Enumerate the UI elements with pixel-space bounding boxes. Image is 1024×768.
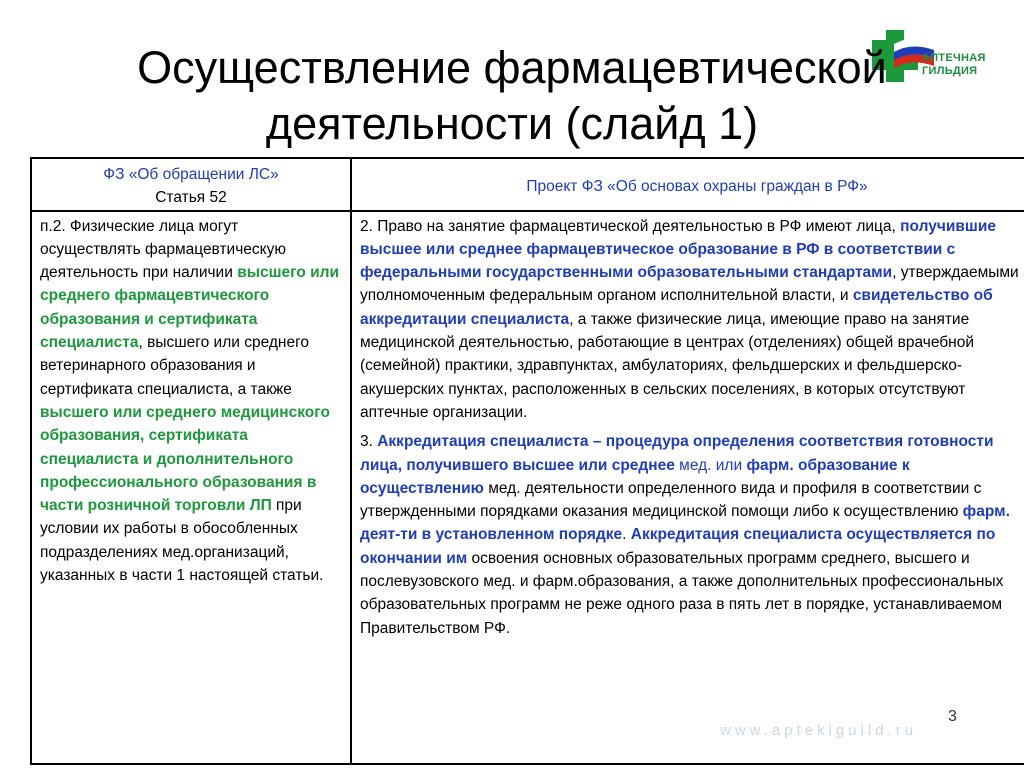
table-header-row — [31, 158, 1024, 211]
header-left-cell — [31, 158, 351, 211]
logo-text-line1: АПТЕЧНАЯ — [922, 52, 986, 64]
right-p2-text-2: , утверждаемыми уполномоченным федеральным органом исполнительной власти, и — [360, 264, 1019, 305]
table-body-row — [31, 211, 1024, 764]
right-p3-blue-3: фарм. деят-ти в установленном порядке — [360, 503, 1010, 544]
header-left-subtitle: Статья 52 — [155, 189, 227, 207]
site-watermark: www.aptekiguild.ru — [720, 722, 918, 739]
right-p3-blue-2: фарм. образование к осуществлению — [360, 456, 910, 497]
left-body-cell — [31, 211, 351, 764]
right-p3-blue-normal-1: мед. или — [674, 456, 747, 474]
right-p3-text-3: . — [622, 526, 631, 544]
right-paragraph-2 — [360, 215, 1024, 425]
logo-text-line2: ГИЛЬДИЯ — [922, 65, 978, 77]
right-p3-text-2: мед. деятельности определенного вида и профиля в соответствии с утвержденными порядками оказания медицинской помощи либо к осуществлению — [360, 479, 982, 521]
slide-number: 3 — [948, 708, 957, 725]
right-p2-text-1: 2. Право на занятие фармацевтической деятельностью в РФ имеют лица, — [360, 217, 901, 235]
slide-title-line2: деятельности (слайд 1) — [265, 98, 759, 149]
left-green-2: высшего или среднего медицинского образования, сертификата специалиста и дополнительного профессионального образования в части розничной торговли ЛП — [40, 403, 330, 515]
left-text-2: , высшего или среднего ветеринарного образования и сертификата специалиста, а также — [40, 334, 310, 398]
right-p2-text-3: , а также физические лица, имеющие право на занятие медицинской деятельностью, работающие в центрах (отделениях) общей врачебной (семейной) практики, здравпунктах, амбулаториях, фельдшерских и фельдшерско-акушерских пунктах, расположенных в сельских поселениях, в которых отсутствуют аптечные организации. — [360, 310, 975, 421]
right-p3-text-1: 3. — [360, 433, 378, 451]
right-paragraph-3 — [360, 430, 1024, 640]
right-p2-blue-2: свидетельство об аккредитации специалиста — [360, 287, 993, 328]
slide-title — [60, 40, 964, 152]
header-left-title: ФЗ «Об обращении ЛС» — [103, 166, 279, 183]
left-green-1: высшего или среднего фармацевтического образования и сертификата специалиста — [40, 264, 340, 352]
left-text-3: при условии их работы в обособленных подразделениях мед.организаций, указанных в части 1 настоящей статьи. — [40, 497, 324, 585]
right-p3-text-4: освоения основных образовательных программ среднего, высшего и послевузовского мед. и фарм.образования, а также дополнительных профессиональных образовательных программ не реже одного раза в пять лет в порядке, устанавливаемом Правительством РФ. — [360, 549, 1004, 637]
slide-title-line1: Осуществление фармацевтической — [137, 42, 887, 93]
header-right-cell — [351, 158, 1024, 211]
left-text-1: п.2. Физические лица могут осуществлять фармацевтическую деятельность при наличии — [40, 217, 286, 282]
right-p3-blue-1: Аккредитация специалиста – процедура определения соответствия готовности лица, получившего высшее или среднее — [360, 433, 994, 474]
right-p3-blue-4: Аккредитация специалиста осуществляется по окончании им — [360, 526, 996, 567]
comparison-table — [30, 157, 1024, 765]
right-body-cell — [351, 211, 1024, 764]
header-right-title: Проект ФЗ «Об основах охраны граждан в РФ» — [526, 177, 868, 195]
right-p2-blue-1: получившие высшее или среднее фармацевтическое образование в РФ в соответствии с федеральными государственными образовательными стандартами — [360, 217, 997, 282]
